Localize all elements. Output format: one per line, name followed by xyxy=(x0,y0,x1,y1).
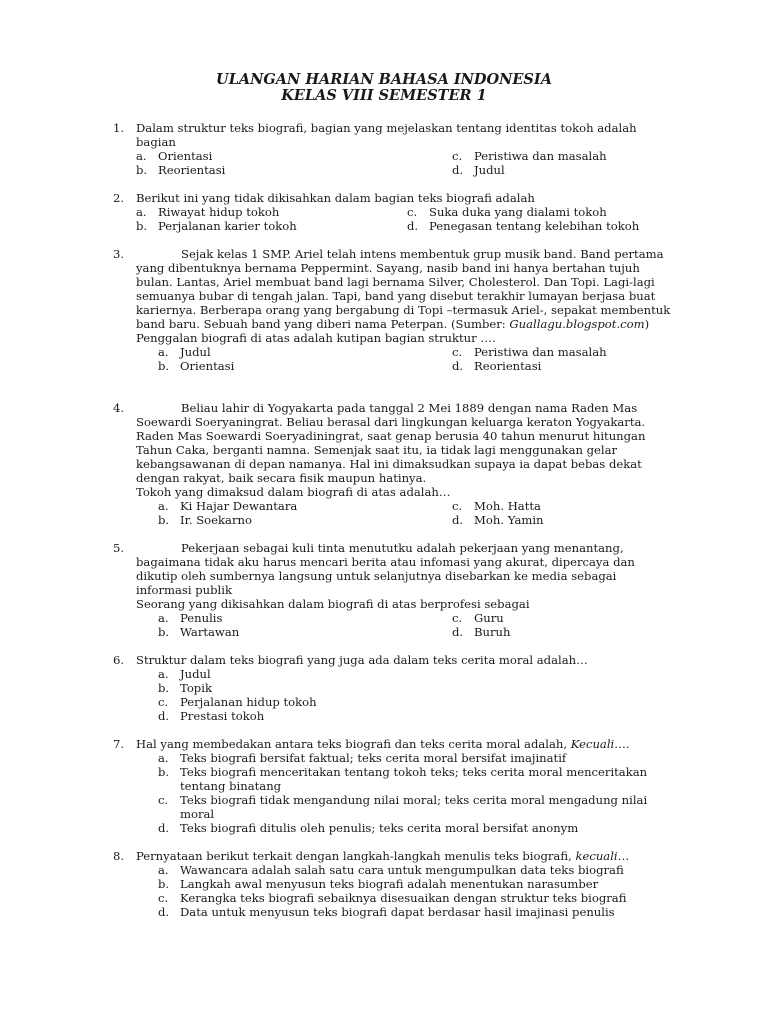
option-b: b. Topik xyxy=(158,681,212,695)
option-a: a. Wawancara adalah salah satu cara untuk mengumpulkan data teks biografi xyxy=(158,863,624,877)
reading-passage: Sejak kelas 1 SMP. Ariel telah intens membentuk grup musik band. Band pertama yang dibentuknya bernama Peppermint. Sayang, nasib band ini hanya bertahan tujuh bulan. Lantas, Ariel membuat band lagi bernama Silver, Cholesterol. Dan Topi. Lagi-lagi semuanya bubar di tengah jalan. Tapi, band yang disebut terakhir lumayan berjasa buat kariernya. Berberapa orang yang bergabung di Topi –termasuk Ariel-, sepakat membentuk band baru. Sebuah band yang diberi nama Peterpan. (Sumber: Guallagu.blogspot.com) xyxy=(136,247,671,331)
question-4 xyxy=(113,401,673,527)
question-stem: Penggalan biografi di atas adalah kutipan bagian struktur …. xyxy=(136,331,496,345)
option-d: d. Judul xyxy=(452,163,505,177)
question-3 xyxy=(113,247,673,373)
option-b: b. Wartawan xyxy=(158,625,240,639)
option-c: c. Teks biografi tidak mengandung nilai moral; teks cerita moral mengadung nilai moral xyxy=(158,793,648,821)
reading-passage: Beliau lahir di Yogyakarta pada tanggal 2 Mei 1889 dengan nama Raden Mas Soewardi Soeryaningrat. Beliau berasal dari lingkungan keluarga keraton Yogyakarta. Raden Mas Soewardi Soeryadiningrat, saat genap berusia 40 tahun menurut hitungan Tahun Caka, berganti namna. Semenjak saat itu, ia tidak lagi menggunakan gelar kebangsawanan di depan namanya. Hal ini dimaksudkan supaya ia dapat bebas dekat dengan rakyat, baik secara fisik maupun hatinya. xyxy=(136,401,646,485)
reading-passage: Pekerjaan sebagai kuli tinta menututku adalah pekerjaan yang menantang, bagaimana tidak aku harus mencari berita atau infomasi yang akurat, dipercaya dan dikutip oleh sumbernya langsung untuk selanjutnya disebarkan ke media sebagai informasi publik xyxy=(136,541,635,597)
question-number: 7. xyxy=(113,737,125,751)
question-5 xyxy=(113,541,673,639)
option-a: a. Ki Hajar Dewantara xyxy=(158,499,298,513)
option-grid xyxy=(136,205,673,233)
question-number: 1. xyxy=(113,121,125,135)
option-b: b. Langkah awal menyusun teks biografi adalah menentukan narasumber xyxy=(158,877,599,891)
option-d: d. Data untuk menyusun teks biografi dapat berdasar hasil imajinasi penulis xyxy=(158,905,615,919)
option-a: a. Judul xyxy=(158,345,211,359)
question-number: 8. xyxy=(113,849,125,863)
question-number: 4. xyxy=(113,401,125,415)
question-2 xyxy=(113,191,673,233)
option-d: d. Reorientasi xyxy=(452,359,542,373)
question-stem: Seorang yang dikisahkan dalam biografi di atas berprofesi sebagai xyxy=(136,597,530,611)
option-d: d. Buruh xyxy=(452,625,511,639)
question-1 xyxy=(113,121,673,177)
question-stem: Pernyataan berikut terkait dengan langkah-langkah menulis teks biografi, kecuali… xyxy=(136,849,630,863)
option-d: d. Moh. Yamin xyxy=(452,513,544,527)
option-a: a. Riwayat hidup tokoh xyxy=(136,205,280,219)
option-c: c. Guru xyxy=(452,611,504,625)
title-line-1: ULANGAN HARIAN BAHASA INDONESIA xyxy=(216,71,552,88)
option-a: a. Teks biografi bersifat faktual; teks cerita moral bersifat imajinatif xyxy=(158,751,567,765)
option-b: b. Teks biografi menceritakan tentang tokoh teks; teks cerita moral menceritakan tentang binatang xyxy=(158,765,648,793)
title-line-2: KELAS VIII SEMESTER 1 xyxy=(281,87,487,104)
option-c: c. Peristiwa dan masalah xyxy=(452,345,607,359)
question-stem: Dalam struktur teks biografi, bagian yang mejelaskan tentang identitas tokoh adalah bagian xyxy=(136,121,637,149)
source-citation: Guallagu.blogspot.com xyxy=(509,317,645,331)
question-stem: Hal yang membedakan antara teks biografi dan teks cerita moral adalah, Kecuali…. xyxy=(136,737,630,751)
option-c: c. Kerangka teks biografi sebaiknya disesuaikan dengan struktur teks biografi xyxy=(158,891,627,905)
option-d: d. Teks biografi ditulis oleh penulis; teks cerita moral bersifat anonym xyxy=(158,821,579,835)
question-number: 6. xyxy=(113,653,125,667)
question-number: 5. xyxy=(113,541,125,555)
question-number: 3. xyxy=(113,247,125,261)
question-6 xyxy=(113,653,673,723)
option-a: a. Judul xyxy=(158,667,211,681)
option-grid xyxy=(136,149,673,177)
question-8 xyxy=(113,849,673,919)
option-b: b. Ir. Soekarno xyxy=(158,513,252,527)
option-c: c. Peristiwa dan masalah xyxy=(452,149,607,163)
option-grid xyxy=(158,499,673,527)
option-b: b. Orientasi xyxy=(158,359,235,373)
question-number: 2. xyxy=(113,191,125,205)
question-stem: Tokoh yang dimaksud dalam biografi di atas adalah… xyxy=(136,485,451,499)
option-c: c. Moh. Hatta xyxy=(452,499,541,513)
option-c: c. Perjalanan hidup tokoh xyxy=(158,695,317,709)
question-stem: Berikut ini yang tidak dikisahkan dalam bagian teks biografi adalah xyxy=(136,191,535,205)
option-grid xyxy=(158,345,673,373)
option-grid xyxy=(158,611,673,639)
question-7 xyxy=(113,737,673,835)
option-d: d. Prestasi tokoh xyxy=(158,709,265,723)
option-a: a. Orientasi xyxy=(136,149,213,163)
option-b: b. Reorientasi xyxy=(136,163,226,177)
option-b: b. Perjalanan karier tokoh xyxy=(136,219,297,233)
option-a: a. Penulis xyxy=(158,611,223,625)
option-d: d. Penegasan tentang kelebihan tokoh xyxy=(407,219,640,233)
option-c: c. Suka duka yang dialami tokoh xyxy=(407,205,607,219)
question-stem: Struktur dalam teks biografi yang juga ada dalam teks cerita moral adalah… xyxy=(136,653,588,667)
